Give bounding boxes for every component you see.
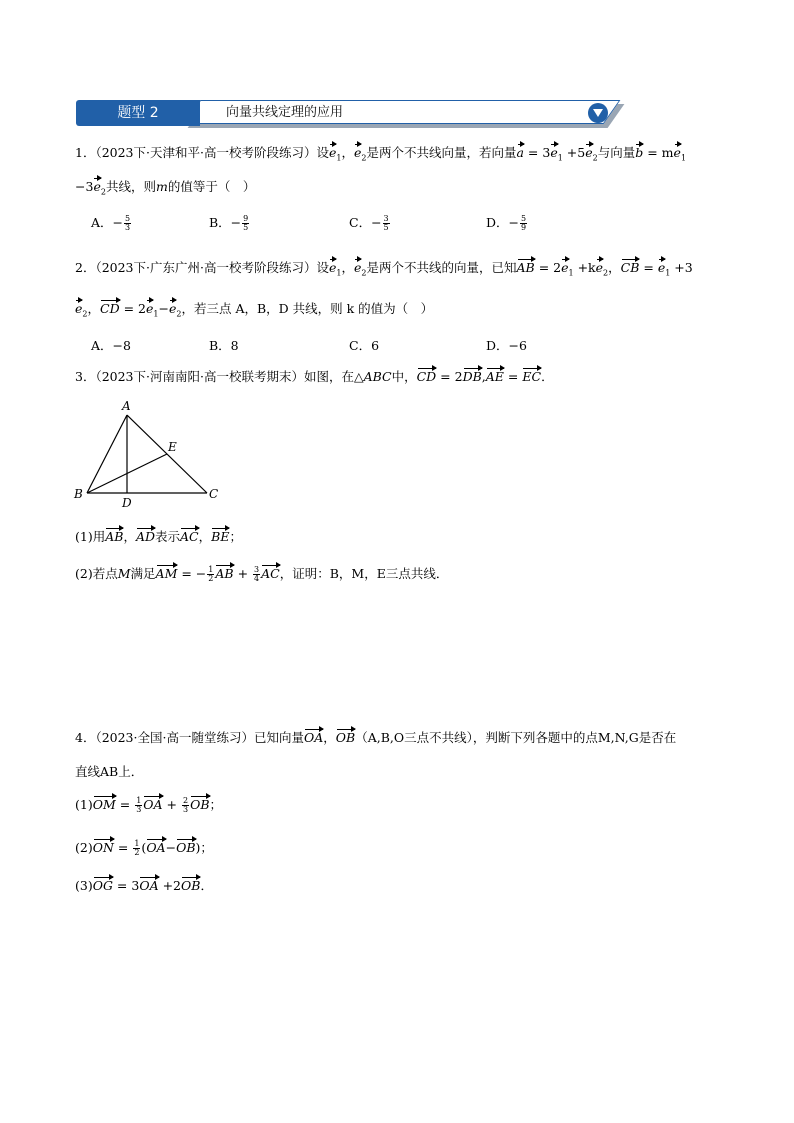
q4-line2: 直线AB上． [75,764,144,779]
q4-part1: (1)OM = $\frac{1}{3}$ OA + $\frac{2}{3}$ OB； [75,796,223,814]
q2-line1: 2．（2023下·广东广州·高一校考阶段练习）设$e_1$，$e_2$是两个不共线的向量，已知AB = $2e_1 +ke_2$，CB = $e_1 +3$ [75,260,693,278]
edge-ab [87,415,127,493]
label-c: C [209,487,219,501]
q3-line1: 3．（2023下·河南南阳·高一校联考期末）如图，在△ABC中，CD = 2DB,AE = EC． [75,369,554,384]
label-b: B [74,487,83,501]
label-d: D [122,496,132,507]
q3-part1: (1)用AB，AD表示AC，BE； [75,529,242,544]
q2-option-a[interactable]: A．−8 [91,338,131,353]
q1-option-a[interactable]: A．− $\frac{5}{3}$ [91,214,131,232]
q2-option-c[interactable]: C．6 [349,338,380,353]
q2-line2: $e_2$，CD = $2e_1-e_2$，若三点 A，B，D 共线，则 k 的值为（ ） [75,301,434,319]
q4-part3: (3)OG = 3OA +2OB． [75,878,213,893]
q4-part2: (2)ON = $\frac{1}{2}$ (OA−OB)； [75,839,213,857]
section-title: 向量共线定理的应用 [226,105,344,120]
q1-line2: $-3e_2$共线，则m的值等于（ ） [75,179,256,197]
chevron-down-circle-icon[interactable] [588,103,608,123]
label-e: E [168,440,177,454]
q2-option-b[interactable]: B．8 [209,338,239,353]
q1-option-c[interactable]: C．− $\frac{3}{5}$ [349,214,389,232]
label-a: A [122,399,131,413]
q2-option-d[interactable]: D．−6 [486,338,527,353]
q1-option-b[interactable]: B．− $\frac{9}{5}$ [209,214,249,232]
q1-line1: 1．（2023下·天津和平·高一校考阶段练习）设$e_1$，$e_2$是两个不共线向量，若向量$a = 3e_1 +5e_2$与向量$b = me_1$ [75,145,687,163]
triangle-figure [72,395,232,507]
section-tag: 题型 2 [76,100,200,126]
q3-part2: (2)若点M满足AM = − $\frac{1}{2}$ AB + $\frac{3}{4}$ AC，证明：B，M，E三点共线． [75,565,449,583]
q4-line1: 4．（2023·全国·高一随堂练习）已知向量OA，OB（A,B,O三点不共线），判断下列各题中的点M,N,G是否在 [75,730,677,745]
section-banner [76,100,614,126]
q1-option-d[interactable]: D．− $\frac{5}{9}$ [486,214,527,232]
